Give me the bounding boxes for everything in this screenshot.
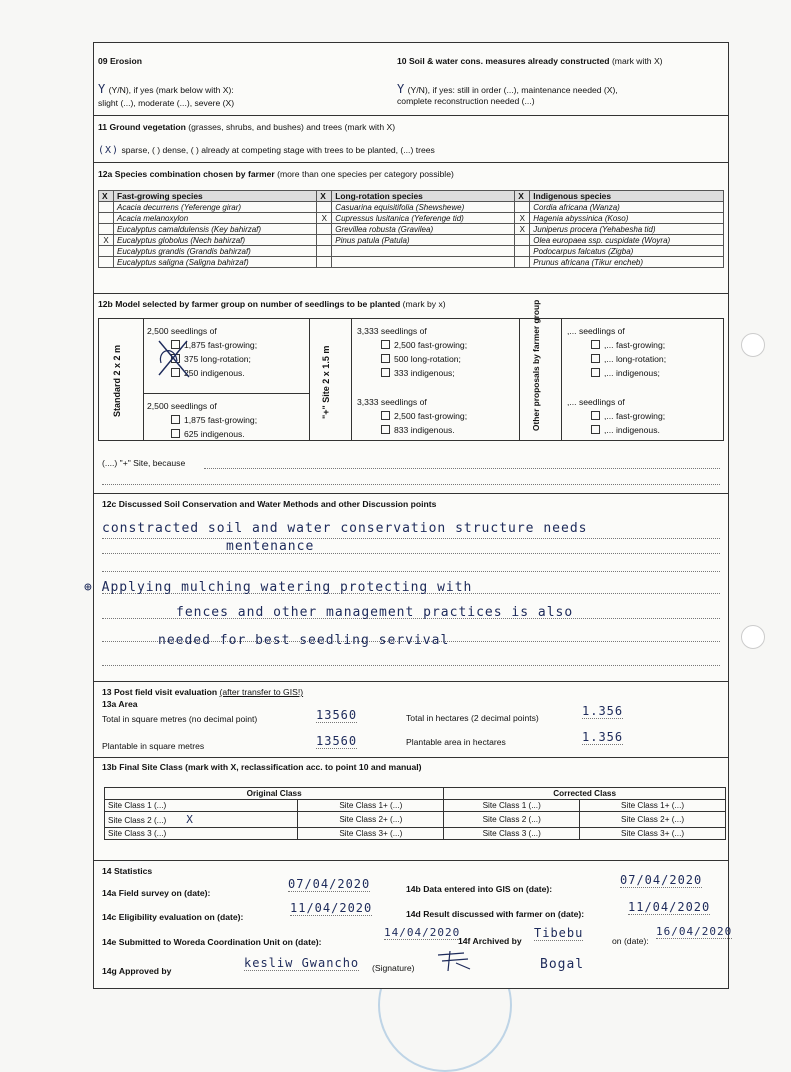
stat-14d-label: 14d Result discussed with farmer on (date): [406, 909, 585, 919]
std-b-title: 2,500 seedlings of [147, 401, 217, 411]
site-b-opt-text: 833 indigenous. [394, 425, 455, 435]
discussion-line-text: Applying mulching watering protecting with [101, 580, 473, 595]
long-mark[interactable]: X [317, 213, 332, 224]
soil-water-heading [397, 56, 663, 67]
form-page [84, 42, 733, 989]
stat-14a-label: 14a Field survey on (date): [102, 888, 211, 898]
orig-class-plus-cell[interactable]: Site Class 1+ (...) [298, 800, 444, 812]
species-table [98, 190, 724, 268]
plant-ha-label: Plantable area in hectares [406, 737, 506, 747]
species-row [99, 202, 724, 213]
stat-14f-date-label: on (date): [612, 936, 649, 946]
other-a-opt[interactable] [591, 340, 665, 351]
fast-mark[interactable] [99, 213, 114, 224]
site-a-title: 3,333 seedlings of [357, 326, 427, 336]
other-b-opt-text: ,... fast-growing; [604, 411, 666, 421]
std-b-opt-text: 625 indigenous. [184, 429, 245, 439]
ground-veg-options [98, 145, 435, 156]
fast-species: Eucalyptus grandis (Grandis bahirzaf) [114, 246, 317, 257]
post-field-heading-text: 13 Post field visit evaluation [102, 687, 218, 697]
species-heading [98, 169, 454, 180]
long-mark[interactable] [317, 246, 332, 257]
plant-sqm-value[interactable]: 13560 [316, 734, 358, 748]
stat-14c-value[interactable]: 11/04/2020 [290, 901, 373, 915]
corrected-class-header: Corrected Class [444, 788, 726, 800]
corr-class-cell[interactable]: Site Class 2 (...) [444, 812, 580, 828]
other-a-opt[interactable] [591, 354, 666, 365]
corr-class-plus-cell[interactable]: Site Class 1+ (...) [580, 800, 726, 812]
stat-14g-label: 14g Approved by [102, 966, 172, 976]
site-a-opt-text: 2,500 fast-growing; [394, 340, 468, 350]
fast-growing-header: Fast-growing species [114, 191, 317, 202]
erosion-answer: Y [98, 82, 107, 96]
class-row [105, 800, 726, 812]
erosion-question [98, 84, 234, 96]
indig-mark[interactable]: X [515, 213, 530, 224]
soil-water-question [397, 84, 618, 96]
discussion-line: needed for best seedling servival [158, 633, 450, 648]
soil-water-question-text: (Y/N), if yes: still in order (...), maintenance needed (X), [407, 85, 618, 95]
site-b-opt[interactable] [381, 425, 455, 436]
discussion-line [84, 580, 472, 595]
site-a-opt[interactable] [381, 354, 461, 365]
stat-14d-value[interactable]: 11/04/2020 [628, 900, 711, 914]
site-a-opt-text: 500 long-rotation; [394, 354, 461, 364]
site-a-opt[interactable] [381, 340, 467, 351]
std-b-opt[interactable] [171, 429, 245, 440]
site-b-opt-text: 2,500 fast-growing; [394, 411, 468, 421]
site-class-table [104, 787, 726, 840]
fast-species: Eucalyptus saligna (Saligna bahirzaf) [114, 257, 317, 268]
stat-14f-label: 14f Archived by [458, 936, 522, 946]
indig-mark[interactable] [515, 257, 530, 268]
stat-14a-value[interactable]: 07/04/2020 [288, 877, 371, 891]
fast-mark[interactable] [99, 202, 114, 213]
ground-veg-heading [98, 122, 395, 133]
fast-species: Acacia decurrens (Yeferenge girar) [114, 202, 317, 213]
site-label: "+" Site 2 x 1.5 m [321, 345, 331, 419]
original-class-header: Original Class [105, 788, 444, 800]
post-field-heading [102, 687, 303, 698]
other-b-opt[interactable] [591, 425, 660, 436]
species-row [99, 224, 724, 235]
other-label: Other proposals by farmer group [531, 299, 541, 431]
site-a-opt[interactable] [381, 368, 455, 379]
stat-14e-value[interactable]: 14/04/2020 [384, 926, 461, 939]
indig-species: Podocarpus falcatus (Zigba) [530, 246, 724, 257]
std-a-opt-text: 1,875 fast-growing; [184, 340, 258, 350]
species-row [99, 213, 724, 224]
standard-label: Standard 2 x 2 m [112, 344, 122, 417]
std-a-opt-text: 375 long-rotation; [184, 354, 251, 364]
corr-class-plus-cell[interactable]: Site Class 3+ (...) [580, 828, 726, 840]
post-field-heading-note: (after transfer to GIS!) [219, 687, 304, 697]
indig-x-header: X [515, 191, 530, 202]
ground-veg-options-text: sparse, ( ) dense, ( ) already at competing stage with trees to be planted, (...) trees [121, 145, 435, 155]
stat-14f-value[interactable]: Tibebu [534, 926, 584, 940]
indig-species: Olea europaea ssp. cuspidate (Woyra) [530, 235, 724, 246]
std-a-title: 2,500 seedlings of [147, 326, 217, 336]
stat-14e-label: 14e Submitted to Woreda Coordination Unit on (date): [102, 937, 322, 947]
plant-sqm-label: Plantable in square metres [102, 741, 205, 751]
indig-mark[interactable] [515, 235, 530, 246]
model-heading-suffix: (mark by x) [402, 299, 446, 309]
plant-ha-value[interactable]: 1.356 [582, 730, 624, 744]
fast-mark[interactable] [99, 224, 114, 235]
site-because: (....) "+" Site, because [102, 458, 186, 468]
indig-mark[interactable] [515, 202, 530, 213]
soil-water-answer: Y [397, 82, 406, 96]
species-row [99, 246, 724, 257]
long-mark[interactable] [317, 224, 332, 235]
stat-14c-label: 14c Eligibility evaluation on (date): [102, 912, 244, 922]
discussion-line: constracted soil and water conservation structure needs [102, 521, 588, 536]
add-circle-icon: ⊕ [84, 580, 93, 595]
other-a-opt-text: ,... long-rotation; [604, 354, 667, 364]
long-x-header: X [317, 191, 332, 202]
std-b-opt-text: 1,875 fast-growing; [184, 415, 258, 425]
fast-species: Acacia melanoxylon [114, 213, 317, 224]
fast-mark[interactable] [99, 257, 114, 268]
species-heading-text: 12a Species combination chosen by farmer [98, 169, 275, 179]
fast-mark[interactable] [99, 246, 114, 257]
orig-class-cell[interactable] [105, 812, 298, 828]
total-sqm-label: Total in square metres (no decimal point) [102, 714, 258, 724]
other-b-title: ,... seedlings of [567, 397, 625, 407]
long-species: Casuarina equisitifolia (Shewshewe) [332, 202, 515, 213]
stat-14f-date-value[interactable]: 16/04/2020 [656, 925, 733, 938]
species-row [99, 257, 724, 268]
std-a-opt-text: 250 indigenous. [184, 368, 245, 378]
total-ha-value[interactable]: 1.356 [582, 704, 624, 718]
indig-mark[interactable]: X [515, 224, 530, 235]
corr-class-plus-cell[interactable]: Site Class 2+ (...) [580, 812, 726, 828]
other-a-opt-text: ,... indigenous; [604, 368, 660, 378]
species-row [99, 235, 724, 246]
species-heading-suffix: (more than one species per category possible) [277, 169, 454, 179]
site-a-opt-text: 333 indigenous; [394, 368, 455, 378]
class-row [105, 812, 726, 828]
model-heading-text: 12b Model selected by farmer group on number of seedlings to be planted [98, 299, 401, 309]
corr-class-cell[interactable]: Site Class 3 (...) [444, 828, 580, 840]
total-ha-label: Total in hectares (2 decimal points) [406, 713, 539, 723]
discussion-line: mentenance [226, 539, 315, 554]
indig-species: Prunus africana (Tikur encheb) [530, 257, 724, 268]
ground-veg-mark: (X) [98, 145, 120, 156]
long-mark[interactable] [317, 257, 332, 268]
long-mark[interactable] [317, 202, 332, 213]
soil-water-options: complete reconstruction needed (...) [397, 96, 535, 106]
indigenous-header: Indigenous species [530, 191, 724, 202]
std-a-selection-mark [153, 335, 197, 383]
class-mark: X [186, 813, 194, 826]
erosion-question-text: (Y/N), if yes (mark below with X): [108, 85, 234, 95]
erosion-heading: 09 Erosion [98, 56, 142, 66]
fast-species: Eucalyptus globolus (Nech bahirzaf) [114, 235, 317, 246]
indig-species: Cordia africana (Wanza) [530, 202, 724, 213]
indig-species: Juniperus procera (Yehabesha tid) [530, 224, 724, 235]
discussion-line: fences and other management practices is also [176, 605, 574, 620]
long-rotation-header: Long-rotation species [332, 191, 515, 202]
ground-veg-heading-suffix: (grasses, shrubs, and bushes) and trees (mark with X) [188, 122, 396, 132]
soil-water-heading-suffix: (mark with X) [611, 56, 663, 66]
class-heading: 13b Final Site Class (mark with X, reclassification acc. to point 10 and manual) [102, 762, 422, 772]
class-row [105, 828, 726, 840]
long-species [332, 246, 515, 257]
stat-14b-label: 14b Data entered into GIS on (date): [406, 884, 553, 894]
std-b-opt[interactable] [171, 415, 257, 426]
discussion-heading: 12c Discussed Soil Conservation and Water Methods and other Discussion points [102, 499, 437, 509]
signature-value: Bogal [540, 957, 585, 972]
indig-mark[interactable] [515, 246, 530, 257]
long-mark[interactable] [317, 235, 332, 246]
other-b-opt[interactable] [591, 411, 665, 422]
area-heading: 13a Area [102, 699, 138, 709]
long-species: Grevillea robusta (Gravilea) [332, 224, 515, 235]
erosion-options: slight (...), moderate (...), severe (X) [98, 98, 235, 108]
model-heading [98, 299, 446, 310]
site-b-opt[interactable] [381, 411, 467, 422]
signature-scribble [434, 949, 474, 973]
statistics-heading: 14 Statistics [102, 866, 153, 876]
fast-x-header: X [99, 191, 114, 202]
stat-14b-value[interactable]: 07/04/2020 [620, 873, 703, 887]
stat-14g-value[interactable]: kesliw Gwancho [244, 956, 360, 970]
orig-class-plus-cell[interactable]: Site Class 2+ (...) [298, 812, 444, 828]
long-species [332, 257, 515, 268]
punch-hole-top [741, 333, 765, 357]
punch-hole-bottom [741, 625, 765, 649]
long-species: Cupressus lusitanica (Yeferenge tid) [332, 213, 515, 224]
fast-species: Eucalyptus camaldulensis (Key bahirzaf) [114, 224, 317, 235]
other-a-opt-text: ,... fast-growing; [604, 340, 666, 350]
total-sqm-value[interactable]: 13560 [316, 708, 358, 722]
orig-class-cell-text: Site Class 2 (...) [108, 816, 167, 825]
corr-class-cell[interactable]: Site Class 1 (...) [444, 800, 580, 812]
site-b-title: 3,333 seedlings of [357, 397, 427, 407]
long-species: Pinus patula (Patula) [332, 235, 515, 246]
ground-veg-heading-text: 11 Ground vegetation [98, 122, 186, 132]
indig-species: Hagenia abyssinica (Koso) [530, 213, 724, 224]
signature-label: (Signature) [372, 963, 415, 973]
other-a-opt[interactable] [591, 368, 660, 379]
fast-mark[interactable]: X [99, 235, 114, 246]
other-a-title: ,... seedlings of [567, 326, 625, 336]
other-b-opt-text: ,... indigenous. [604, 425, 660, 435]
orig-class-cell[interactable]: Site Class 1 (...) [105, 800, 298, 812]
soil-water-heading-text: 10 Soil & water cons. measures already constructed [397, 56, 610, 66]
orig-class-plus-cell[interactable]: Site Class 3+ (...) [298, 828, 444, 840]
orig-class-cell[interactable]: Site Class 3 (...) [105, 828, 298, 840]
